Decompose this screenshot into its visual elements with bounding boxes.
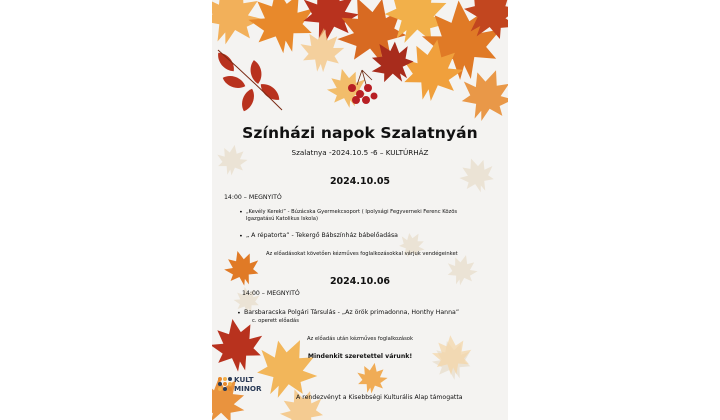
- day2-item1-line1: • Barsbaracska Polgári Társulás - „Az örök primadonna, Honthy Hanna”: [244, 309, 459, 316]
- day1-item1-line1: • „Kevély Kereki” - Búzácska Gyermekcsoport ( Ipolysági Fegyverneki Ferenc Közös: [246, 209, 457, 217]
- maple-leaf-icon: [298, 26, 346, 74]
- event-location-date: Szalatnya -2024.10.5 -6 – KULTÚRHÁZ: [291, 148, 429, 157]
- day1-opening: 14:00 – MEGNYITÓ: [224, 194, 282, 201]
- sponsor-line: A rendezvényt a Kisebbségi Kulturális Alap támogatta: [296, 394, 463, 401]
- welcome-message: Mindenkit szeretettel várunk!: [307, 353, 413, 360]
- day2-date: 2024.10.06: [329, 276, 391, 287]
- event-poster: [212, 0, 508, 420]
- day2-note: Az előadás után kézműves foglalkozások: [307, 336, 413, 342]
- maple-leaf-icon: [323, 64, 371, 112]
- maple-leaf-icon: [354, 360, 390, 396]
- day1-item1-line2: Igazgatású Katolikus Iskola): [246, 216, 318, 222]
- day2-opening: 14:00 – MEGNYITÓ: [242, 290, 300, 297]
- logo-text: KULT MINOR: [234, 375, 262, 393]
- day2-item1-line2: c. operett előadás: [252, 318, 299, 324]
- red-leaf-icon: [214, 49, 282, 113]
- day1-date: 2024.10.05: [329, 176, 391, 187]
- day1-note: Az előadásokat követően kézműves foglalkozásokkal várjuk vendégeinket: [266, 251, 458, 257]
- poster-title: Színházi napok Szalatnyán: [242, 124, 478, 142]
- day1-item2: • „ A répatorta” - Tekergő Bábszínház bábelőadása: [246, 232, 398, 239]
